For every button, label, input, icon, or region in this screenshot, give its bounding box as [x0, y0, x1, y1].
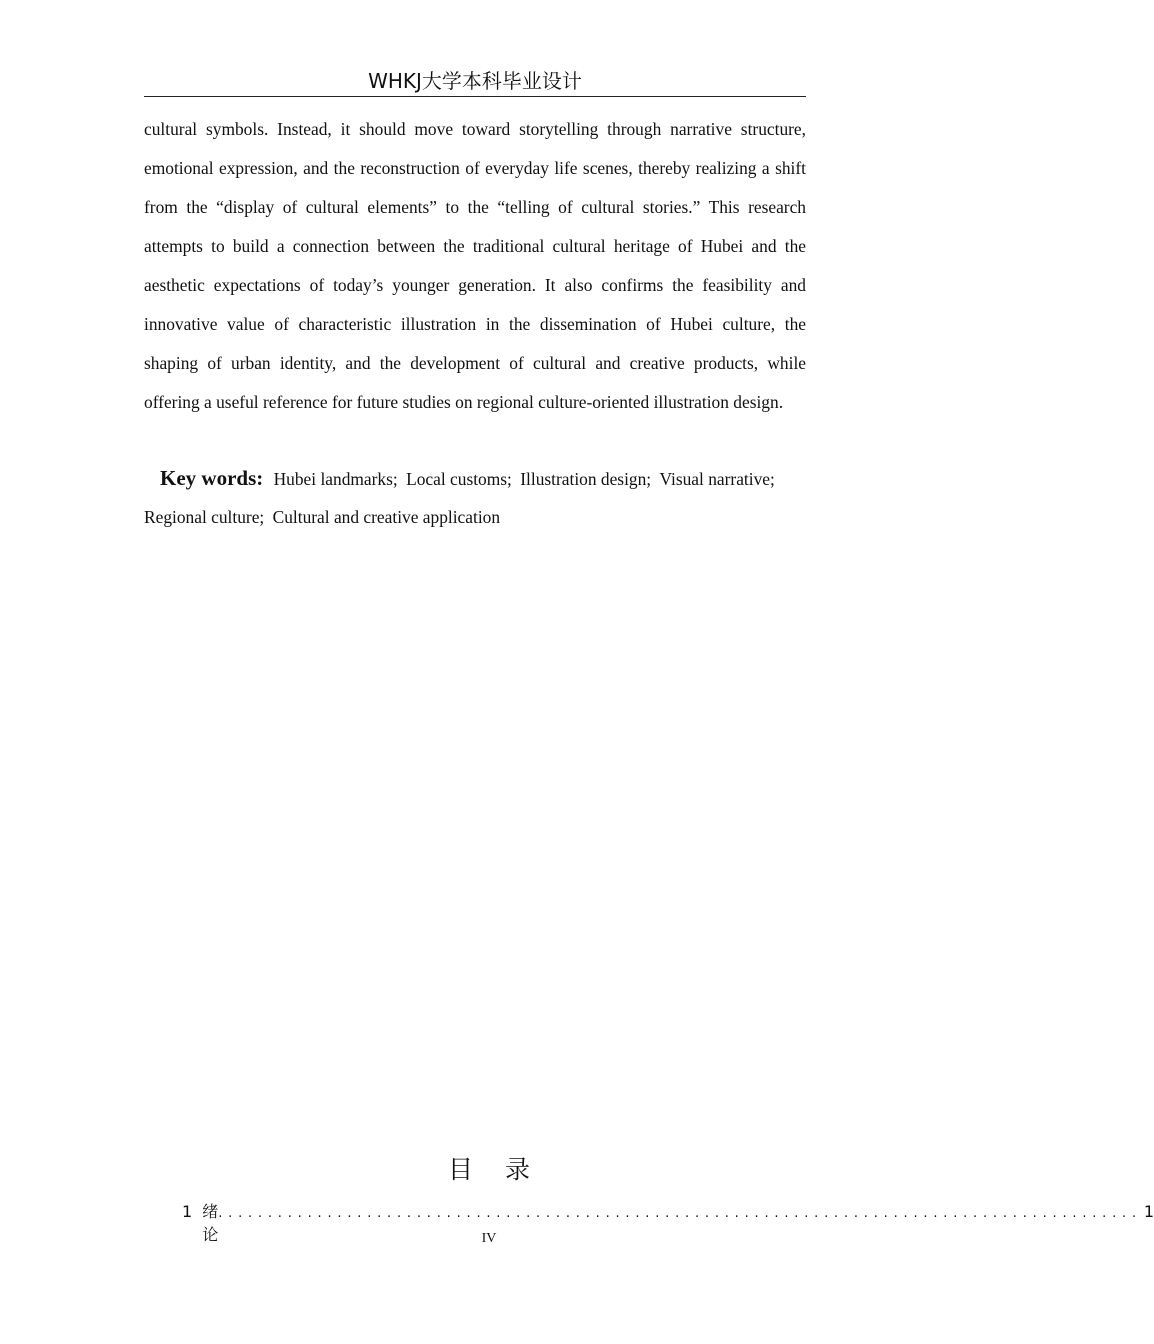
abstract-body-text: cultural symbols. Instead, it should move toward storytelling through narrative structure, emotional expression, and the reconstruction of everyday life scenes, thereby realizing a shift from the “display of cultural elements” to the “telling of cultural stories.” This research attempts to build a connection between the traditional cultural heritage of Hubei and the aesthetic expectations of today’s younger generation. It also confirms the feasibility and innovative value of characteristic illustration in the dissemination of Hubei culture, the shaping of urban identity, and the development of cultural and creative products, while offering a useful reference for future studies on regional culture-oriented illustration design. — [144, 119, 806, 412]
keyword-term: Local customs; — [406, 469, 512, 489]
toc-entry-page: 1 — [1143, 1202, 1154, 1221]
toc-entry-title: 绪论 — [202, 1202, 219, 1244]
keywords-paragraph — [144, 459, 806, 536]
keyword-term: Regional culture; — [144, 507, 265, 527]
toc-entry-number: 1 — [182, 1202, 193, 1221]
toc-title: 目 录 — [448, 1155, 542, 1184]
toc-dot-leader: ............................................................................................. — [218, 1206, 1142, 1221]
keyword-term: Illustration design; — [520, 469, 652, 489]
page-number: IV — [481, 1231, 497, 1246]
keyword-term: Cultural and creative application — [272, 507, 501, 527]
keyword-term: Hubei landmarks; — [273, 469, 398, 489]
keyword-term: Visual narrative; — [659, 469, 775, 489]
keywords-label: Key words: — [160, 466, 264, 490]
running-header: WHKJ大学本科毕业设计 — [144, 66, 806, 97]
